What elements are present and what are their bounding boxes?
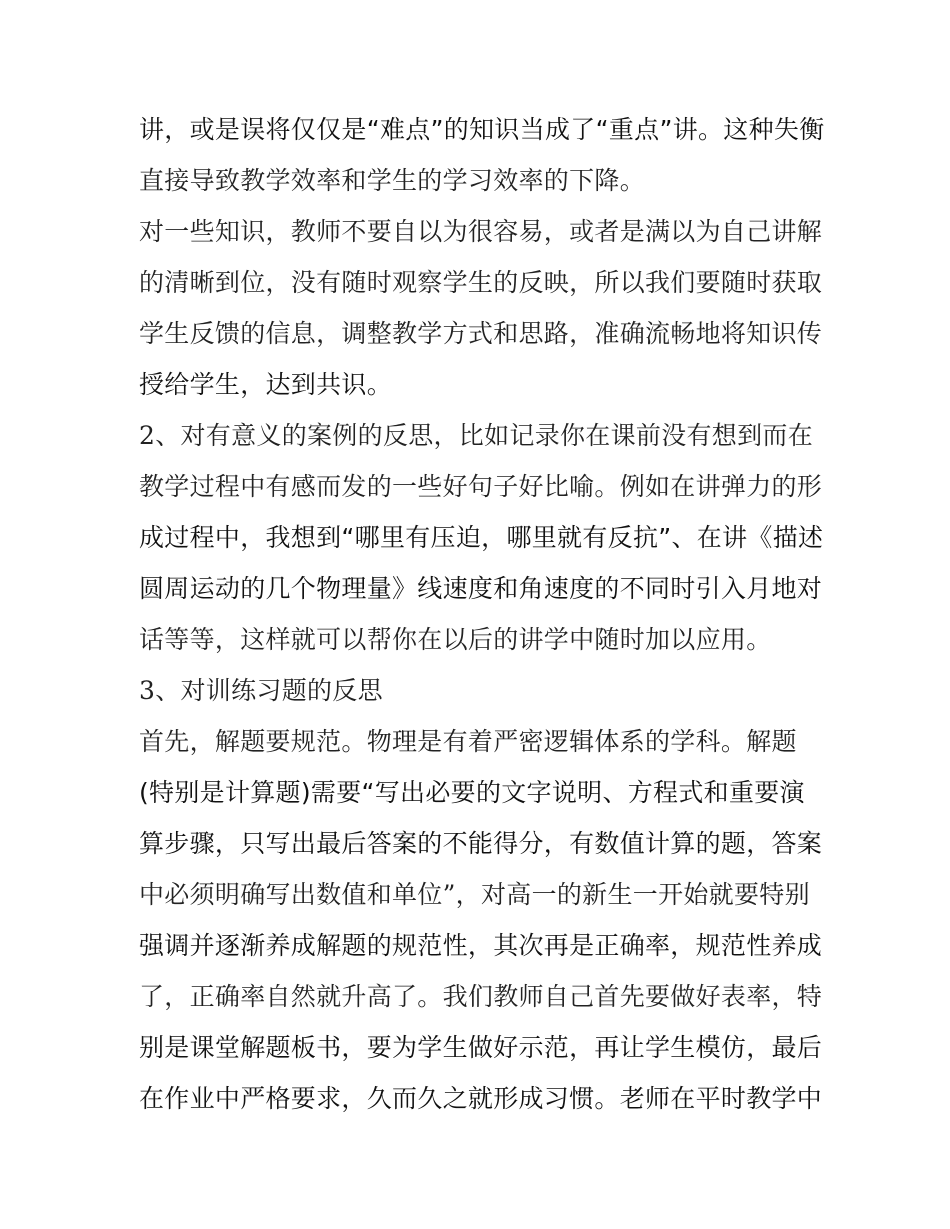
text-line-14: (特别是计算题)需要“写出必要的文字说明、方程式和重要演 [139,778,805,807]
text-line-19: 别是课堂解题板书，要为学生做好示范，再让学生模仿，最后 [139,1033,823,1062]
text-line-20: 在作业中严格要求，久而久之就形成习惯。老师在平时教学中 [139,1084,823,1113]
text-line-7: 2、对有意义的案例的反思，比如记录你在课前没有想到而在 [139,421,814,450]
text-line-11: 话等等，这样就可以帮你在以后的讲学中随时加以应用。 [139,625,772,654]
text-line-2: 直接导致教学效率和学生的学习效率的下降。 [139,166,646,195]
text-line-18: 了，正确率自然就升高了。我们教师自己首先要做好表率，特 [139,982,823,1011]
text-line-3: 对一些知识，教师不要自以为很容易，或者是满以为自己讲解 [139,217,823,246]
text-line-12: 3、对训练习题的反思 [139,676,383,705]
text-line-6: 授给学生，达到共识。 [139,370,393,399]
text-line-1: 讲，或是误将仅仅是“难点”的知识当成了“重点”讲。这种失衡 [139,115,825,144]
text-line-5: 学生反馈的信息，调整教学方式和思路，准确流畅地将知识传 [139,319,823,348]
text-line-4: 的清晰到位，没有随时观察学生的反映，所以我们要随时获取 [139,268,823,297]
text-line-15: 算步骤，只写出最后答案的不能得分，有数值计算的题，答案 [139,829,823,858]
text-line-9: 成过程中，我想到“哪里有压迫，哪里就有反抗”、在讲《描述 [139,523,824,552]
text-line-16: 中必须明确写出数值和单位”，对高一的新生一开始就要特别 [139,880,810,909]
text-line-13: 首先，解题要规范。物理是有着严密逻辑体系的学科。解题 [139,727,797,756]
text-line-17: 强调并逐渐养成解题的规范性，其次再是正确率，规范性养成 [139,931,823,960]
text-line-10: 圆周运动的几个物理量》线速度和角速度的不同时引入月地对 [139,574,823,603]
text-line-8: 教学过程中有感而发的一些好句子好比喻。例如在讲弹力的形 [139,472,823,501]
